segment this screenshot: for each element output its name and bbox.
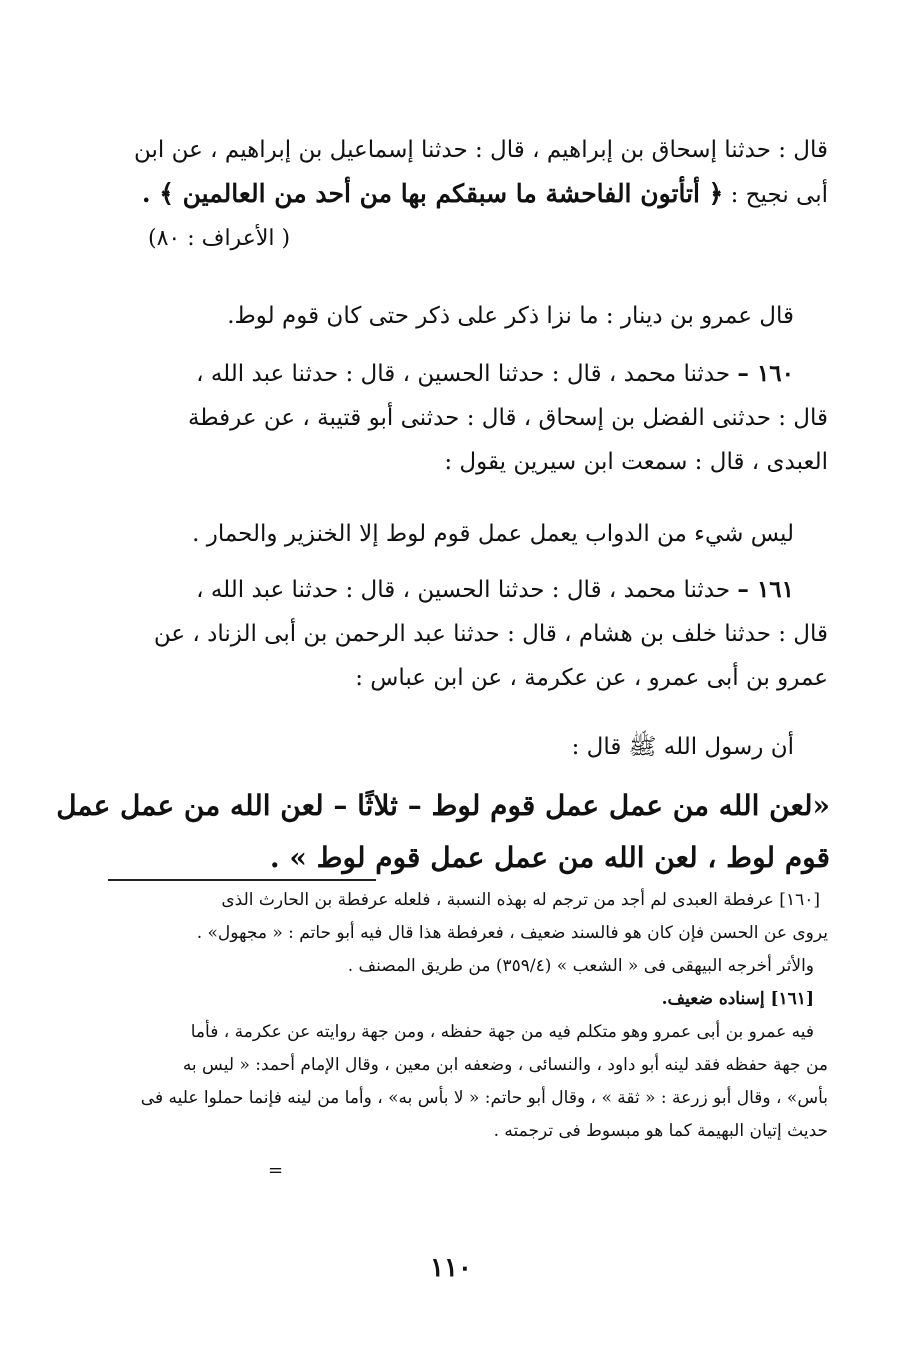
footnote-line: بأس» ، وقال أبو زرعة : « ثقة » ، وقال أبو حاتم: « لا بأس به» ، وأما من لينه فإنما حملوا عليه فى [140, 1088, 828, 1108]
continuation-mark: = [268, 1160, 284, 1181]
text-line: أن رسول الله ﷺ قال : [571, 734, 794, 760]
text-fragment: حدثنا محمد ، قال : حدثنا الحسين ، قال : حدثنا عبد الله ، [196, 361, 731, 387]
text-line: العبدى ، قال : سمعت ابن سيرين يقول : [444, 449, 828, 475]
main-text [88, 512, 828, 556]
text-line [88, 352, 828, 396]
main-text [88, 128, 828, 261]
main-text [88, 725, 828, 769]
hadith-161 [88, 568, 828, 700]
footnotes [88, 884, 828, 1148]
text-fragment: حدثنا محمد ، قال : حدثنا الحسين ، قال : حدثنا عبد الله ، [196, 577, 731, 603]
verse-reference: ( الأعراف : ٨٠) [148, 226, 291, 251]
text-line [88, 568, 828, 612]
footnote-line: من جهة حفظه فقد لينه أبو داود ، والنسائى ، وضعفه ابن معين ، وقال الإمام أحمد: « ليس به [182, 1055, 828, 1075]
page-number: ١١٠ [430, 1253, 472, 1283]
text-line: قال : حدثنا إسحاق بن إبراهيم ، قال : حدثنا إسماعيل بن إبراهيم ، عن ابن [134, 137, 828, 163]
text-line: ليس شيء من الدواب يعمل عمل قوم لوط إلا الخنزير والحمار . [192, 521, 794, 547]
footnote-line: فيه عمرو بن أبى عمرو وهو متكلم فيه من جهة حفظه ، ومن جهة روايته عن عكرمة ، فأما [190, 1022, 814, 1042]
prophetic-hadith [56, 780, 830, 884]
hadith-number: ١٦١ – [737, 576, 794, 603]
footnote-line: [١٦١] إسناده ضعيف. [661, 989, 814, 1009]
footnote-line: [١٦٠] عرفطة العبدى لم أجد من ترجم له بهذه النسبة ، فلعله عرفطة بن الحارث الذى [221, 890, 820, 910]
hadith-number: ١٦٠ – [737, 360, 794, 387]
text-line: قال : حدثنا خلف بن هشام ، قال : حدثنا عبد الرحمن بن أبى الزناد ، عن [153, 621, 828, 647]
footnote-separator [108, 879, 376, 881]
main-text [88, 294, 828, 338]
quran-verse: ﴿ أتأتون الفاحشة ما سبقكم بها من أحد من العالمين ﴾ . [141, 179, 724, 208]
text-line [88, 172, 828, 217]
footnote-line: والأثر أخرجه البيهقى فى « الشعب » (٣٥٩/٤) من طريق المصنف . [347, 956, 814, 976]
text-fragment: أبى نجيح : [730, 182, 828, 208]
footnote-line: حديث إتيان البهيمة كما هو مبسوط فى ترجمته . [493, 1121, 828, 1141]
text-line: عمرو بن أبى عمرو ، عن عكرمة ، عن ابن عباس : [355, 665, 828, 691]
footnote-line: يروى عن الحسن فإن كان هو فالسند ضعيف ، فعرفطة هذا قال فيه أبو حاتم : « مجهول» . [196, 923, 828, 943]
text-line: قال عمرو بن دينار : ما نزا ذكر على ذكر حتى كان قوم لوط. [227, 303, 794, 329]
hadith-160 [88, 352, 828, 484]
text-line: قال : حدثنى الفضل بن إسحاق ، قال : حدثنى أبو قتيبة ، عن عرفطة [187, 405, 828, 431]
text-line: «لعن الله من عمل عمل قوم لوط – ثلاثًا – لعن الله من عمل عمل [56, 789, 830, 822]
text-line: قوم لوط ، لعن الله من عمل عمل قوم لوط » . [269, 841, 830, 874]
